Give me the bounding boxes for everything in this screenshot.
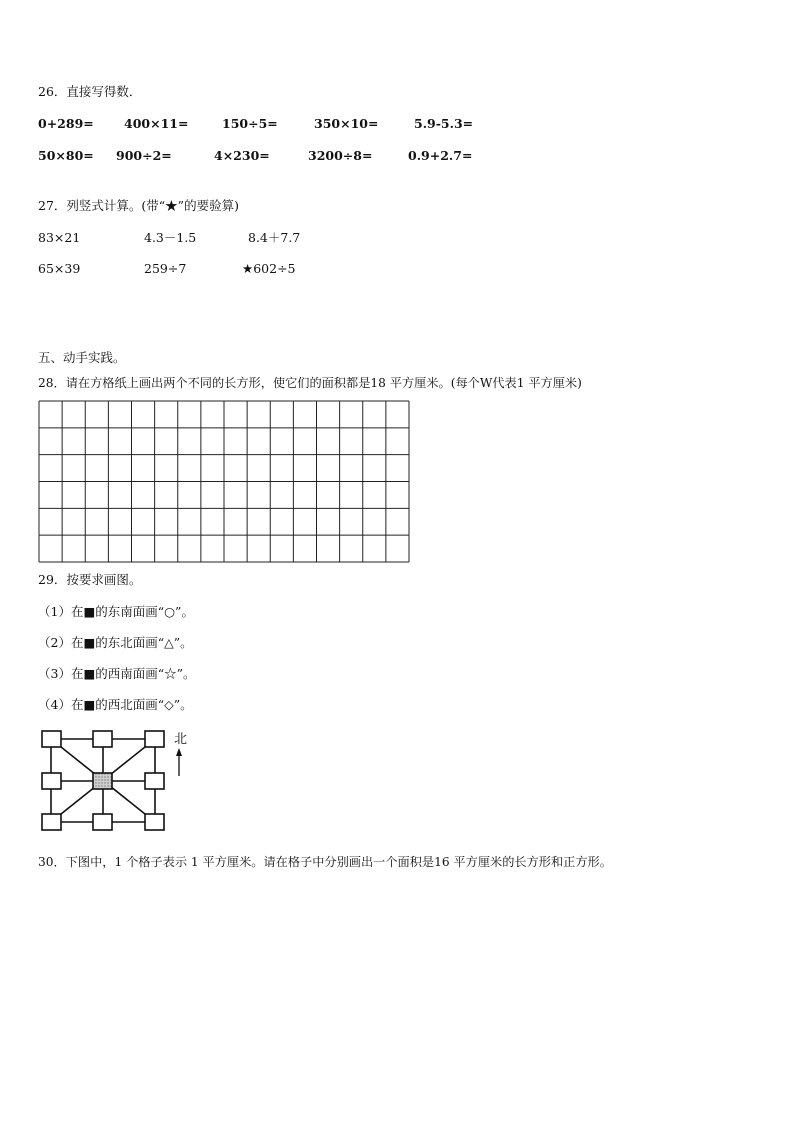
q27-item: 259÷7	[144, 261, 187, 276]
q26-item: 4×230=	[214, 148, 270, 163]
q26-item: 5.9-5.3=	[414, 116, 474, 131]
q27-item: ★602÷5	[242, 261, 296, 276]
q26-item: 3200÷8=	[308, 148, 373, 163]
q27-item: 83×21	[38, 230, 81, 245]
q26-item: 350×10=	[314, 116, 379, 131]
q29-item: （3）在■的西南面画“☆”。	[38, 666, 196, 681]
q26-title: 26．直接写得数．	[38, 84, 142, 99]
q27-item: 8.4＋7.7	[248, 230, 301, 245]
section-heading: 五、动手实践。	[38, 350, 126, 365]
q28-title: 28．请在方格纸上画出两个不同的长方形，使它们的面积都是18 平方厘米。(每个W代表1 平方厘米)	[38, 376, 582, 390]
q30-title: 30．下图中，1 个格子表示 1 平方厘米。请在格子中分别画出一个面积是16 平方厘米的长方形和正方形。	[38, 855, 612, 869]
q29-item: （2）在■的东北面画“△”。	[38, 635, 193, 650]
north-label: 北	[174, 732, 188, 747]
box-east[interactable]	[145, 773, 164, 789]
q26-item: 50×80=	[38, 148, 94, 163]
box-south[interactable]	[93, 814, 112, 830]
north-arrow-icon	[176, 748, 182, 776]
q27-item: 65×39	[38, 261, 81, 276]
center-square	[93, 773, 112, 789]
box-west[interactable]	[42, 773, 61, 789]
q27-title: 27．列竖式计算。(带“★”的要验算)	[38, 198, 239, 213]
q29-title: 29．按要求画图。	[38, 572, 142, 587]
box-southwest[interactable]	[42, 814, 61, 830]
q26-item: 900÷2=	[116, 148, 172, 163]
direction-diagram	[38, 728, 208, 836]
box-north[interactable]	[93, 731, 112, 747]
q26-item: 0.9+2.7=	[408, 148, 473, 163]
q29-item: （1）在■的东南面画“○”。	[38, 604, 194, 619]
box-northeast[interactable]	[145, 731, 164, 747]
q26-item: 0+289=	[38, 116, 94, 131]
square-grid-paper[interactable]	[38, 400, 410, 563]
q26-item: 400×11=	[124, 116, 189, 131]
box-southeast[interactable]	[145, 814, 164, 830]
box-northwest[interactable]	[42, 731, 61, 747]
q29-item: （4）在■的西北面画“◇”。	[38, 697, 193, 712]
q26-item: 150÷5=	[222, 116, 278, 131]
q27-item: 4.3－1.5	[144, 230, 197, 245]
